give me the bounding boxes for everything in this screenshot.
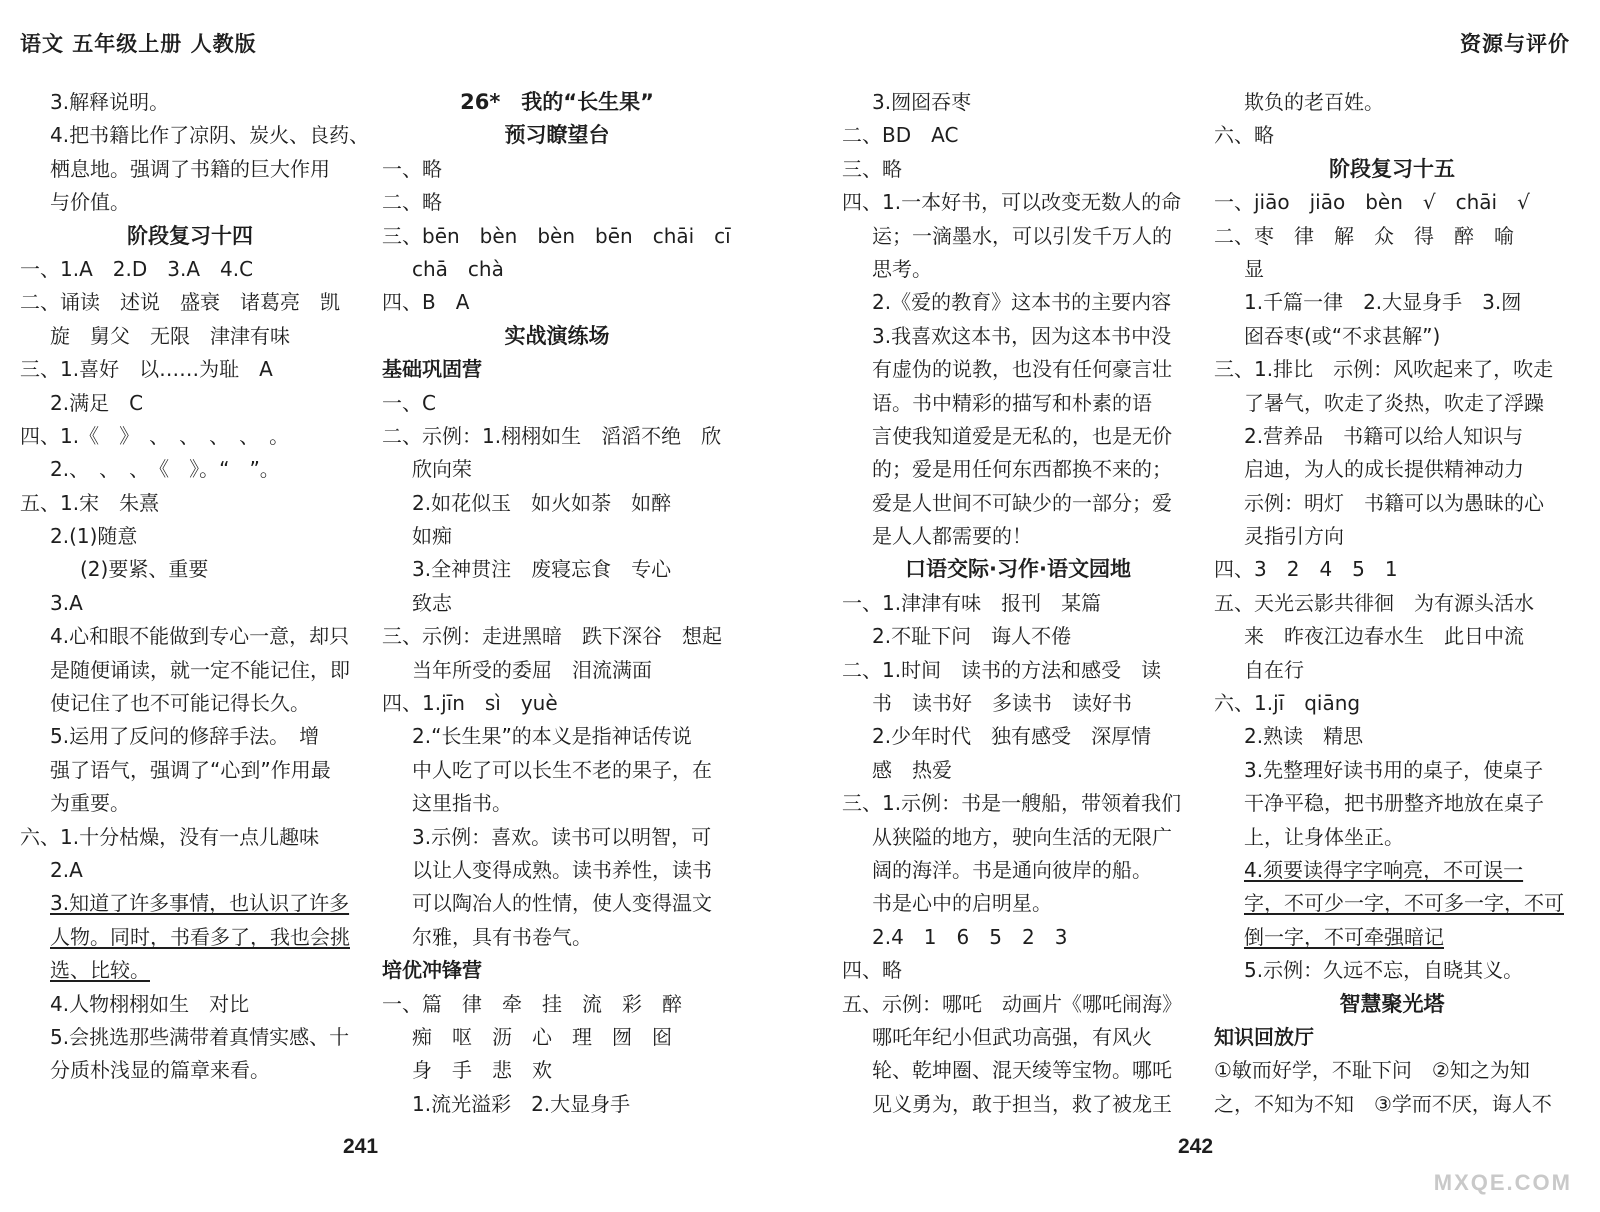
answer-line xyxy=(1214,720,1570,753)
line-text: 2.不耻下问 诲人不倦 xyxy=(872,624,1072,649)
line-text: ①敏而好学，不耻下问 ②知之为知 xyxy=(1214,1058,1530,1083)
line-text: 六、1.jī qiāng xyxy=(1214,691,1361,716)
answer-line xyxy=(382,487,732,520)
line-text: 三、示例：走进黑暗 跌下深谷 想起 xyxy=(382,624,722,649)
column-4 xyxy=(1214,86,1570,1121)
line-text: 4.人物栩栩如生 对比 xyxy=(50,991,250,1016)
answer-line xyxy=(20,787,360,820)
line-text: 来 昨夜江边春水生 此日中流 xyxy=(1244,624,1524,649)
answer-line xyxy=(20,988,360,1021)
answer-line xyxy=(842,320,1194,353)
section-heading xyxy=(382,119,732,152)
answer-line xyxy=(20,687,360,720)
line-text: 欺负的老百姓。 xyxy=(1244,90,1384,114)
answer-line xyxy=(20,553,360,586)
answer-line xyxy=(1214,119,1570,152)
line-text: 从狭隘的地方，驶向生活的无限广 xyxy=(872,824,1172,849)
line-text: 使记住了也不可能记得长久。 xyxy=(50,691,310,716)
answer-line xyxy=(382,787,732,820)
line-text: 二、示例：1.栩栩如生 滔滔不绝 欣 xyxy=(382,423,722,448)
answer-line xyxy=(1214,286,1570,319)
line-text: 5.运用了反问的修辞手法。 增 xyxy=(50,724,320,749)
line-text: 运；一滴墨水，可以引发千万人的 xyxy=(872,223,1172,248)
line-text: 4.须要读得字字响亮，不可误一 xyxy=(1244,857,1524,882)
page-number-left: 241 xyxy=(343,1135,379,1158)
answer-line xyxy=(20,1054,360,1087)
answer-line xyxy=(382,887,732,920)
line-text: 3.示例：喜欢。读书可以明智，可 xyxy=(412,824,712,849)
line-text: 2.满足 C xyxy=(50,390,144,415)
line-text: 口语交际·习作·语文园地 xyxy=(905,557,1131,582)
line-text: 灵指引方向 xyxy=(1244,524,1344,549)
answer-line xyxy=(1214,320,1570,353)
line-text: 培优冲锋营 xyxy=(382,958,482,983)
line-text: 自在行 xyxy=(1244,657,1304,682)
line-text: 5.示例：久远不忘，自晓其义。 xyxy=(1244,958,1524,983)
line-text: 强了语气，强调了“心到”作用最 xyxy=(50,757,331,782)
answer-line xyxy=(20,387,360,420)
line-text: 当年所受的委屈 泪流满面 xyxy=(412,657,652,682)
line-text: 四、略 xyxy=(842,958,902,983)
line-text: 4.把书籍比作了凉阴、炭火、良药、 xyxy=(50,123,370,148)
answer-line xyxy=(20,887,360,920)
line-text: 二、略 xyxy=(382,190,442,215)
line-text: 二、枣 律 解 众 得 醉 喻 xyxy=(1214,223,1514,248)
answer-line xyxy=(382,921,732,954)
answer-line xyxy=(842,119,1194,152)
answer-line xyxy=(1214,1088,1570,1121)
answer-line xyxy=(842,453,1194,486)
answer-line xyxy=(1214,620,1570,653)
answer-line xyxy=(20,119,370,152)
answer-line xyxy=(20,821,360,854)
line-text: 2.、 、 、 《 》。“ ”。 xyxy=(50,457,280,482)
answer-line xyxy=(1214,587,1570,620)
answer-line xyxy=(20,620,360,653)
line-text: 六、1.十分枯燥，没有一点儿趣味 xyxy=(20,824,320,849)
line-text: 阶段复习十四 xyxy=(127,223,253,248)
line-text: 一、篇 律 牵 挂 流 彩 醉 xyxy=(382,991,682,1016)
section-heading xyxy=(1214,988,1570,1021)
line-text: 智慧聚光塔 xyxy=(1339,991,1445,1016)
answer-line xyxy=(842,220,1194,253)
line-text: 选、比较。 xyxy=(50,958,150,983)
answer-line xyxy=(382,220,732,253)
line-text: 有虚伪的说教，也没有任何豪言壮 xyxy=(872,357,1172,382)
line-text: 显 xyxy=(1244,256,1264,281)
line-text: 的；爱是用任何东西都换不来的； xyxy=(872,457,1172,482)
answer-line xyxy=(20,754,360,787)
answer-line xyxy=(382,620,732,653)
line-text: 2.4 1 6 5 2 3 xyxy=(872,924,1068,949)
line-text: 启迪，为人的成长提供精神动力 xyxy=(1244,457,1524,482)
line-text: 2.少年时代 独有感受 深厚情 xyxy=(872,724,1152,749)
answer-line xyxy=(382,1054,732,1087)
line-text: 栖息地。强调了书籍的巨大作用 xyxy=(50,156,330,181)
section-heading xyxy=(842,553,1194,586)
answer-line xyxy=(1214,453,1570,486)
line-text: 一、略 xyxy=(382,156,442,181)
answer-line xyxy=(382,854,732,887)
answer-line xyxy=(20,520,360,553)
answer-line xyxy=(20,86,360,119)
line-text: 2.(1)随意 xyxy=(50,524,138,549)
answer-line xyxy=(842,754,1194,787)
answer-line xyxy=(1214,553,1570,586)
answer-line xyxy=(20,854,360,887)
line-text: 五、1.宋 朱熹 xyxy=(20,490,160,515)
answer-line xyxy=(1214,921,1570,954)
line-text: 阔的海洋。书是通向彼岸的船。 xyxy=(872,857,1152,882)
answer-line xyxy=(20,587,360,620)
header-left-title: 语文 五年级上册 人教版 xyxy=(20,32,257,56)
answer-line xyxy=(382,587,732,620)
answer-line xyxy=(1214,186,1570,219)
line-text: 思考。 xyxy=(872,256,932,281)
line-text: 四、B A xyxy=(382,290,470,315)
line-text: 3.全神贯注 废寝忘食 专心 xyxy=(412,557,672,582)
answer-line xyxy=(1214,854,1570,887)
answer-line xyxy=(842,487,1194,520)
line-text: 见义勇为，敢于担当，救了被龙王 xyxy=(872,1091,1172,1116)
answer-line xyxy=(842,286,1194,319)
answer-line xyxy=(382,520,732,553)
line-text: 以让人变得成熟。读书养性，读书 xyxy=(412,857,712,882)
line-text: 之，不知为不知 ③学而不厌，诲人不 xyxy=(1214,1091,1552,1116)
answer-line xyxy=(20,720,360,753)
subsection-heading xyxy=(382,353,732,386)
line-text: 四、1.一本好书，可以改变无数人的命 xyxy=(842,190,1182,215)
subsection-heading xyxy=(382,954,732,987)
answer-line xyxy=(1214,687,1570,720)
line-text: 身 手 悲 欢 xyxy=(412,1058,552,1083)
answer-line xyxy=(382,1021,732,1054)
answer-line xyxy=(1214,353,1570,386)
answer-line xyxy=(382,387,732,420)
line-text: 基础巩固营 xyxy=(382,357,482,382)
line-text: 三、1.喜好 以……为耻 A xyxy=(20,357,273,382)
line-text: 书 读书好 多读书 读好书 xyxy=(872,691,1132,716)
line-text: 二、诵读 述说 盛衰 诸葛亮 凯 xyxy=(20,290,340,315)
line-text: 囵吞枣(或“不求甚解”) xyxy=(1244,323,1441,348)
line-text: 干净平稳，把书册整齐地放在桌子 xyxy=(1244,791,1544,816)
line-text: 字，不可少一字，不可多一字，不可 xyxy=(1244,891,1564,916)
line-text: 一、1.A 2.D 3.A 4.C xyxy=(20,256,254,281)
answer-line xyxy=(382,754,732,787)
answer-line xyxy=(20,320,360,353)
line-text: 三、bēn bèn bèn bēn chāi cī xyxy=(382,223,731,248)
answer-line xyxy=(1214,821,1570,854)
line-text: 五、示例：哪吒 动画片《哪吒闹海》 xyxy=(842,991,1182,1016)
answer-line xyxy=(842,1021,1194,1054)
line-text: 二、BD AC xyxy=(842,123,959,148)
line-text: 一、1.津津有味 报刊 某篇 xyxy=(842,590,1102,615)
answer-line xyxy=(382,153,732,186)
line-text: 为重要。 xyxy=(50,791,130,816)
line-text: 书是心中的启明星。 xyxy=(872,891,1052,916)
line-text: 5.会挑选那些满带着真情实感、十 xyxy=(50,1024,350,1049)
answer-line xyxy=(382,186,732,219)
answer-line xyxy=(842,353,1194,386)
column-1 xyxy=(20,86,370,1088)
line-text: 了暑气，吹走了炎热，吹走了浮躁 xyxy=(1244,390,1544,415)
line-text: 倒一字，不可牵强暗记 xyxy=(1244,924,1444,949)
line-text: 言使我知道爱是无私的，也是无价 xyxy=(872,423,1172,448)
answer-line xyxy=(842,153,1194,186)
answer-line xyxy=(842,387,1194,420)
line-text: 26* 我的“长生果” xyxy=(460,90,654,114)
line-text: 示例：明灯 书籍可以为愚昧的心 xyxy=(1244,490,1544,515)
answer-line xyxy=(382,1088,732,1121)
answer-line xyxy=(1214,754,1570,787)
line-text: 3.囫囵吞枣 xyxy=(872,90,972,114)
subsection-heading xyxy=(1214,1021,1570,1054)
line-text: 感 热爱 xyxy=(872,757,952,782)
header-right-title: 资源与评价 xyxy=(1460,32,1570,56)
line-text: 1.流光溢彩 2.大显身手 xyxy=(412,1091,631,1116)
line-text: 六、略 xyxy=(1214,123,1274,148)
answer-line xyxy=(1214,387,1570,420)
answer-line xyxy=(842,86,1194,119)
line-text: 是随便诵读，就一定不能记住，即 xyxy=(50,657,350,682)
line-text: 分质朴浅显的篇章来看。 xyxy=(50,1058,270,1083)
line-text: 3.A xyxy=(50,590,83,615)
column-2 xyxy=(382,86,732,1121)
line-text: 旋 舅父 无限 津津有味 xyxy=(50,323,290,348)
answer-line xyxy=(1214,420,1570,453)
line-text: 这里指书。 xyxy=(412,791,512,816)
column-3 xyxy=(842,86,1194,1121)
line-text: 是人人都需要的！ xyxy=(872,524,1032,549)
answer-line xyxy=(1214,220,1570,253)
answer-line xyxy=(842,520,1194,553)
line-text: 语。书中精彩的描写和朴素的语 xyxy=(872,390,1152,415)
line-text: 3.解释说明。 xyxy=(50,90,170,114)
line-text: 2.熟读 精思 xyxy=(1244,724,1364,749)
line-text: 与价值。 xyxy=(50,190,130,215)
answer-line xyxy=(842,988,1194,1021)
answer-line xyxy=(1214,487,1570,520)
answer-line xyxy=(20,1021,360,1054)
answer-line xyxy=(842,420,1194,453)
line-text: 阶段复习十五 xyxy=(1329,156,1455,181)
answer-line xyxy=(20,353,360,386)
answer-line xyxy=(382,988,732,1021)
line-text: (2)要紧、重要 xyxy=(80,557,209,582)
answer-line xyxy=(842,854,1194,887)
answer-line xyxy=(842,720,1194,753)
line-text: 3.知道了许多事情，也认识了许多 xyxy=(50,891,350,916)
answer-line xyxy=(20,654,360,687)
line-text: 四、1.jīn sì yuè xyxy=(382,691,558,716)
section-heading xyxy=(1214,153,1570,186)
line-text: 知识回放厅 xyxy=(1214,1024,1314,1049)
line-text: 欣向荣 xyxy=(412,457,472,482)
line-text: 上，让身体坐正。 xyxy=(1244,824,1404,849)
answer-line xyxy=(842,587,1194,620)
section-heading xyxy=(20,220,360,253)
answer-line xyxy=(842,1054,1194,1087)
line-text: 4.心和眼不能做到专心一意，却只 xyxy=(50,624,350,649)
section-heading xyxy=(382,86,732,119)
answer-line xyxy=(842,887,1194,920)
line-text: 可以陶冶人的性情，使人变得温文 xyxy=(412,891,712,916)
line-text: 2.营养品 书籍可以给人知识与 xyxy=(1244,423,1524,448)
answer-line xyxy=(382,553,732,586)
answer-line xyxy=(1214,787,1570,820)
line-text: 痴 呕 沥 心 理 囫 囵 xyxy=(412,1024,672,1049)
answer-line xyxy=(842,253,1194,286)
answer-line xyxy=(20,453,360,486)
answer-line xyxy=(20,420,360,453)
answer-line xyxy=(382,453,732,486)
line-text: 中人吃了可以长生不老的果子，在 xyxy=(412,757,712,782)
line-text: 2.如花似玉 如火如荼 如醉 xyxy=(412,490,672,515)
line-text: 三、1.排比 示例：风吹起来了，吹走 xyxy=(1214,357,1554,382)
answer-line xyxy=(1214,654,1570,687)
answer-line xyxy=(20,487,360,520)
answer-line xyxy=(842,954,1194,987)
answer-line xyxy=(382,720,732,753)
answer-line xyxy=(842,821,1194,854)
line-text: 轮、乾坤圈、混天绫等宝物。哪吒 xyxy=(872,1058,1172,1083)
answer-line xyxy=(1214,1054,1570,1087)
answer-line xyxy=(382,286,732,319)
line-text: 预习瞭望台 xyxy=(504,123,610,148)
line-text: 3.我喜欢这本书，因为这本书中没 xyxy=(872,323,1172,348)
answer-line xyxy=(20,253,360,286)
answer-line xyxy=(20,921,360,954)
answer-line xyxy=(842,687,1194,720)
answer-line xyxy=(382,821,732,854)
answer-line xyxy=(20,286,360,319)
answer-line xyxy=(1214,520,1570,553)
answer-line xyxy=(842,186,1194,219)
line-text: 2.A xyxy=(50,857,83,882)
line-text: 五、天光云影共徘徊 为有源头活水 xyxy=(1214,590,1534,615)
answer-line xyxy=(842,654,1194,687)
line-text: 2.《爱的教育》这本书的主要内容 xyxy=(872,290,1172,315)
line-text: 哪吒年纪小但武功高强，有风火 xyxy=(872,1024,1152,1049)
line-text: 四、1.《 》 、 、 、 、 。 xyxy=(20,423,290,448)
line-text: 2.“长生果”的本义是指神话传说 xyxy=(412,724,692,749)
answer-line xyxy=(20,153,360,186)
answer-line xyxy=(20,186,360,219)
answer-line xyxy=(382,253,732,286)
answer-line xyxy=(842,787,1194,820)
answer-line xyxy=(382,420,732,453)
watermark: MXQE.COM xyxy=(1433,1170,1572,1195)
answer-line xyxy=(1214,887,1570,920)
line-text: 人物。同时，书看多了，我也会挑 xyxy=(50,924,350,949)
answer-line xyxy=(382,654,732,687)
line-text: 一、jiāo jiāo bèn √ chāi √ xyxy=(1214,190,1530,215)
line-text: 二、1.时间 读书的方法和感受 读 xyxy=(842,657,1162,682)
line-text: 致志 xyxy=(412,590,452,615)
line-text: 1.千篇一律 2.大显身手 3.囫 xyxy=(1244,290,1522,315)
line-text: 四、3 2 4 5 1 xyxy=(1214,557,1398,582)
line-text: 一、C xyxy=(382,390,436,415)
line-text: chā chà xyxy=(412,256,504,281)
line-text: 如痴 xyxy=(412,524,452,549)
answer-line xyxy=(1214,954,1570,987)
answer-line xyxy=(382,687,732,720)
line-text: 3.先整理好读书用的桌子，使桌子 xyxy=(1244,757,1544,782)
page-number-right: 242 xyxy=(1178,1135,1214,1158)
line-text: 三、1.示例：书是一艘船，带领着我们 xyxy=(842,791,1182,816)
answer-line xyxy=(1214,253,1570,286)
line-text: 三、略 xyxy=(842,156,902,181)
answer-line xyxy=(842,1088,1194,1121)
line-text: 爱是人世间不可缺少的一部分；爱 xyxy=(872,490,1172,515)
answer-line xyxy=(842,620,1194,653)
answer-line xyxy=(842,921,1194,954)
answer-line xyxy=(20,954,360,987)
line-text: 实战演练场 xyxy=(504,323,610,348)
answer-line xyxy=(1214,86,1570,119)
section-heading xyxy=(382,320,732,353)
line-text: 尔雅，具有书卷气。 xyxy=(412,924,592,949)
